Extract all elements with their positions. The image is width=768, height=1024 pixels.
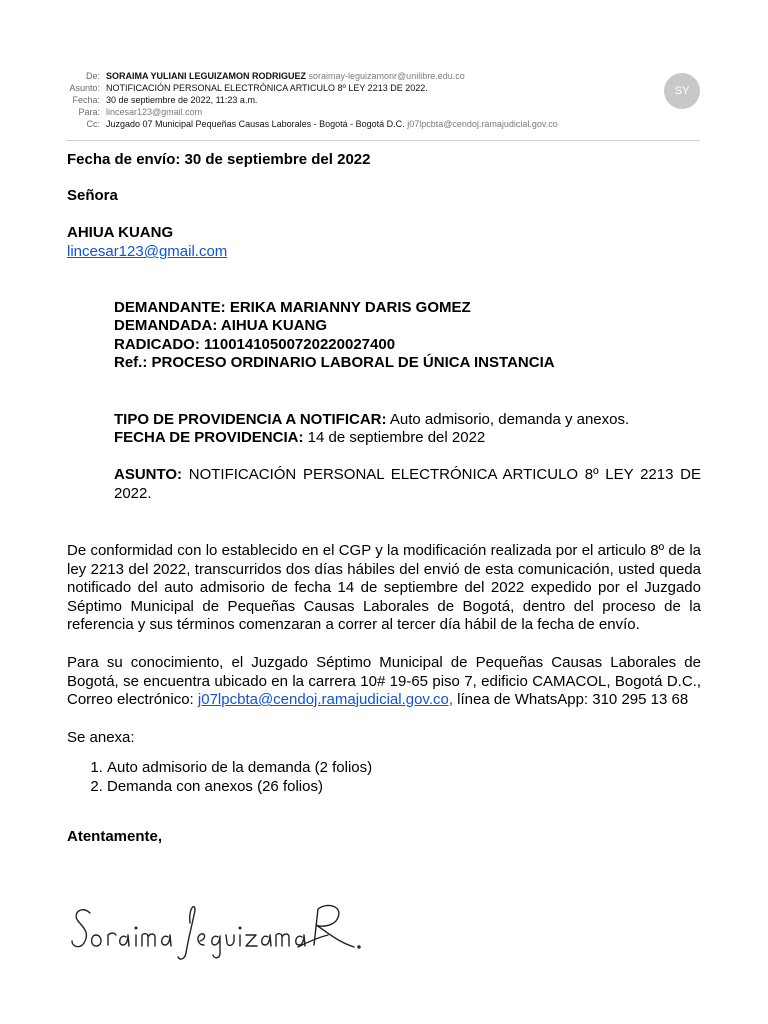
date-label: Fecha: — [72, 95, 100, 105]
email-header — [0, 70, 680, 130]
subject-label: Asunto: — [69, 83, 100, 93]
header-divider — [66, 140, 700, 141]
info-paragraph — [67, 654, 701, 710]
tipo-value: Auto admisorio, demanda y anexos. — [386, 411, 630, 428]
to-label: Para: — [78, 107, 100, 117]
from-name: SORAIMA YULIANI LEGUIZAMON RODRIGUEZ — [106, 71, 306, 81]
send-date: Fecha de envío: 30 de septiembre del 2022 — [67, 151, 371, 168]
annex-item: 2. Demanda con anexos (26 folios) — [107, 778, 667, 797]
to-value[interactable]: lincesar123@gmail.com — [106, 107, 203, 117]
salutation: Señora — [67, 187, 118, 204]
recipient-email-link[interactable]: lincesar123@gmail.com — [67, 243, 228, 260]
avatar: SY — [664, 73, 700, 109]
header-cc-row — [0, 118, 680, 130]
handwritten-signature — [70, 895, 370, 965]
radicado: RADICADO: 11001410500720220027400 — [114, 336, 396, 353]
header-subject-row — [0, 82, 680, 94]
annex-list — [67, 759, 667, 796]
from-email[interactable]: soraimay-leguizamonr@unilibre.edu.co — [308, 71, 465, 81]
cc-label: Cc: — [86, 119, 100, 129]
body-paragraph: De conformidad con lo establecido en el CGP y la modificación realizada por el articulo 8º de la ley 2213 del 2022, transcurridos dos días hábiles del envió de esta comunicación, usted queda notificado del auto admisorio de fecha 14 de septiembre del 2022 expedido por el Juzgado Séptimo Municipal de Pequeñas Causas Laborales de Bogotá, dentro del proceso de la referencia y sus términos comenzaran a correr al tercer día hábil de la fecha de envío. — [67, 542, 701, 633]
header-to-row — [0, 106, 680, 118]
info-whatsapp: línea de WhatsApp: 310 295 13 68 — [453, 691, 689, 708]
fecha-prov-value: 14 de septiembre del 2022 — [303, 429, 486, 446]
court-email-link[interactable]: j07lpcbta@cendoj.ramajudicial.gov.co, — [197, 691, 453, 708]
asunto-value: NOTIFICACIÓN PERSONAL ELECTRÓNICA ARTICULO 8º LEY 2213 DE 2022. — [114, 466, 701, 502]
subject-value: NOTIFICACIÓN PERSONAL ELECTRÓNICA ARTICULO 8º LEY 2213 DE 2022. — [106, 83, 428, 93]
info-text: Para su conocimiento, el Juzgado Séptimo Municipal de Pequeñas Causas Laborales de Bogotá, se encuentra ubicado en la carrera 10# 19-65 piso 7, edificio CAMACOL, Bogotá D.C., Correo electrónico: — [67, 654, 701, 708]
recipient-name: AHIUA KUANG — [67, 224, 174, 241]
annex-item: 1. Auto admisorio de la demanda (2 folios) — [107, 759, 667, 778]
demandada: DEMANDADA: AIHUA KUANG — [114, 317, 328, 334]
fecha-prov-label: FECHA DE PROVIDENCIA: — [114, 429, 304, 446]
date-value: 30 de septiembre de 2022, 11:23 a.m. — [106, 95, 258, 105]
cc-name: Juzgado 07 Municipal Pequeñas Causas Laborales - Bogotá - Bogotá D.C. — [106, 119, 405, 129]
header-from-row — [0, 70, 680, 82]
closing: Atentamente, — [67, 828, 163, 845]
demandante: DEMANDANTE: ERIKA MARIANNY DARIS GOMEZ — [114, 299, 471, 316]
header-date-row — [0, 94, 680, 106]
asunto-block — [114, 466, 701, 503]
fecha-providencia — [114, 429, 704, 448]
cc-email[interactable]: j07lpcbta@cendoj.ramajudicial.gov.co — [407, 119, 558, 129]
tipo-label: TIPO DE PROVIDENCIA A NOTIFICAR: — [114, 411, 387, 428]
reference: Ref.: PROCESO ORDINARIO LABORAL DE ÚNICA INSTANCIA — [114, 354, 555, 371]
asunto-label: ASUNTO: — [114, 466, 183, 483]
tipo-providencia — [114, 411, 704, 430]
from-label: De: — [85, 71, 100, 81]
annex-intro: Se anexa: — [67, 729, 135, 746]
